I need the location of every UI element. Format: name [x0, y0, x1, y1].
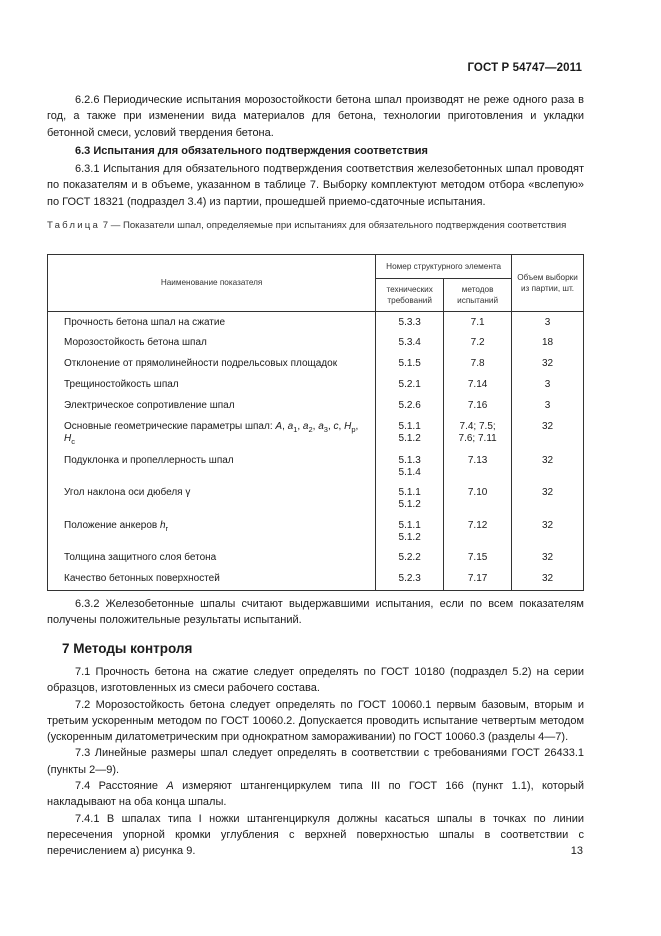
- table-row: [48, 312, 584, 333]
- row-sample: 18: [512, 332, 584, 352]
- paragraph-6-3-2: [47, 596, 584, 629]
- row-name: Угол наклона оси дюбеля γ: [48, 482, 376, 515]
- row-methods: 7.16: [444, 395, 512, 416]
- table-row: [48, 374, 584, 395]
- row-name: Прочность бетона шпал на сжатие: [48, 312, 376, 333]
- row-name-anchors: [48, 515, 376, 548]
- row-sample: 32: [512, 482, 584, 515]
- row-tech-2: 5.1.2: [398, 499, 421, 511]
- table-row: [48, 332, 584, 352]
- row-tech: [376, 416, 444, 450]
- row-methods: 7.10: [444, 482, 512, 515]
- row-name: Электрическое сопротивление шпал: [48, 395, 376, 416]
- paragraph-7-4-end: измеряют штангенциркулем типа III по ГОСТ 166 (пункт 1.1), который накладывают на оба конца шпалы.: [47, 780, 584, 809]
- row-name: Толщина защитного слоя бетона: [48, 547, 376, 568]
- table-caption-prefix: Таблица: [47, 220, 101, 231]
- subscript-2: 2: [308, 424, 313, 434]
- paragraph-7-4-1: 7.4.1 В шпалах типа I ножки штангенциркуля должны касаться шпалы в точках по линии пересечения упорной кромки углубления с верхней поверхностью шпалы в соответствии с перечислением а) рисунка 9.: [47, 812, 584, 858]
- row-name: Отклонение от прямолинейности подрельсовых площадок: [48, 353, 376, 374]
- row-tech: 5.3.4: [376, 332, 444, 352]
- paragraph-6-2-6-text: 6.2.6 Периодические испытания морозостойкости бетона шпал производят не реже одного раза в год, а также при изменении вида материалов для бетона, технологии приготовления и укладки бетонной смеси, условий твердения бетона.: [47, 94, 584, 139]
- row-methods: 7.1: [444, 312, 512, 333]
- subscript-c: с: [71, 436, 75, 446]
- row-tech-2: 5.1.2: [398, 532, 421, 544]
- row-tech: 5.3.3: [376, 312, 444, 333]
- header-sample-size: Объем выборки из партии, шт.: [512, 255, 584, 312]
- section-7-body: [47, 664, 584, 860]
- row-tech: [376, 515, 444, 548]
- row-methods-1: 7.4; 7.5;: [459, 420, 496, 432]
- paragraph-6-3-1-text: 6.3.1 Испытания для обязательного подтверждения соответствия железобетонных шпал проводят по показателям и в объеме, указанном в таблице 7. Выборку комплектуют методом отбора «вслепую» по ГОСТ 18321 (подраздел 3.4) из партии, прошедшей приемо-сдаточные испытания.: [47, 163, 584, 208]
- subscript-3: 3: [323, 424, 328, 434]
- row-tech-1: 5.1.3: [398, 454, 421, 466]
- row-sample: 32: [512, 515, 584, 548]
- subscript-g: г: [165, 523, 169, 533]
- table-row: [48, 353, 584, 374]
- row-tech: [376, 450, 444, 483]
- table-caption-text: 7 — Показатели шпал, определяемые при испытаниях для обязательного подтверждения соответствия: [102, 220, 567, 231]
- symbol-H: H: [64, 432, 72, 444]
- section-heading-7: 7 Методы контроля: [62, 641, 193, 656]
- standard-header: ГОСТ Р 54747—2011: [467, 62, 582, 74]
- row-sample: 32: [512, 450, 584, 483]
- paragraph-6-2-6: [47, 92, 584, 141]
- row-tech-2: 5.1.4: [398, 466, 421, 478]
- row-methods: 7.12: [444, 515, 512, 548]
- table-7: [47, 254, 584, 591]
- symbol-a: a: [302, 420, 309, 432]
- row-sample: 3: [512, 395, 584, 416]
- row-tech-1: 5.1.1: [398, 487, 421, 499]
- table-row: [48, 482, 584, 515]
- row-name: Положение анкеров: [64, 519, 158, 531]
- section-heading-6-3: 6.3 Испытания для обязательного подтверждения соответствия: [75, 145, 428, 157]
- row-methods-2: 7.6; 7.11: [458, 432, 497, 444]
- row-sample: 32: [512, 547, 584, 568]
- row-tech: 5.2.2: [376, 547, 444, 568]
- header-tech-requirements: технических требований: [376, 279, 444, 312]
- row-name-geometry: Основные геометрические параметры шпал: A, $a_1$, $a_2$, $a_3$, c, $H_р$, $H_с$: [48, 416, 376, 450]
- table-row: [48, 416, 584, 450]
- row-tech: 5.2.6: [376, 395, 444, 416]
- page-number: 13: [570, 845, 583, 857]
- row-methods: 7.2: [444, 332, 512, 352]
- table-row: [48, 568, 584, 590]
- row-methods: 7.13: [444, 450, 512, 483]
- row-tech-1: 5.1.1: [398, 519, 421, 531]
- row-sample: 32: [512, 353, 584, 374]
- row-tech-2: 5.1.2: [398, 432, 421, 444]
- symbol-a: a: [287, 420, 294, 432]
- row-tech: [376, 482, 444, 515]
- row-methods: 7.14: [444, 374, 512, 395]
- table-caption: [47, 220, 584, 233]
- paragraph-7-4: [47, 778, 584, 811]
- subscript-1: 1: [293, 424, 298, 434]
- header-test-methods: методов испытаний: [444, 279, 512, 312]
- header-indicator-name: Наименование показателя: [48, 255, 376, 312]
- row-sample: 3: [512, 312, 584, 333]
- row-methods: 7.17: [444, 568, 512, 590]
- row-name: Качество бетонных поверхностей: [48, 568, 376, 590]
- row-tech: 5.1.5: [376, 353, 444, 374]
- header-structural-element: Номер структурного элемента: [376, 255, 512, 279]
- paragraph-7-3: 7.3 Линейные размеры шпал следует определять в соответствии с требованиями ГОСТ 26433.1 (пункты 2—9).: [47, 747, 584, 776]
- table-row: [48, 450, 584, 483]
- row-name: Трещиностойкость шпал: [48, 374, 376, 395]
- table-row: [48, 515, 584, 548]
- subscript-p: р: [351, 424, 356, 434]
- symbol-A: A: [275, 420, 283, 432]
- paragraph-6-3-2-text: 6.3.2 Железобетонные шпалы считают выдержавшими испытания, если по всем показателям получены положительные результаты испытаний.: [47, 598, 584, 627]
- row-methods: [444, 416, 512, 450]
- row-methods: 7.8: [444, 353, 512, 374]
- symbol-A: A: [166, 780, 174, 793]
- symbol-H: H: [344, 420, 352, 432]
- row-tech: 5.2.3: [376, 568, 444, 590]
- row-tech-1: 5.1.1: [398, 420, 421, 432]
- row-sample: 32: [512, 568, 584, 590]
- row-name: Основные геометрические параметры шпал:: [64, 420, 273, 432]
- symbol-h: h: [159, 519, 166, 531]
- row-methods: 7.15: [444, 547, 512, 568]
- symbol-a: a: [318, 420, 324, 432]
- symbol-c: c: [333, 420, 339, 432]
- table-row: [48, 547, 584, 568]
- paragraph-6-3-1: [47, 161, 584, 210]
- paragraph-7-4-start: 7.4 Расстояние: [75, 780, 159, 793]
- row-sample: 32: [512, 416, 584, 450]
- row-sample: 3: [512, 374, 584, 395]
- paragraph-7-2: 7.2 Морозостойкость бетона следует определять по ГОСТ 10060.1 первым базовым, вторым и третьим ускоренным методом по ГОСТ 10060.2. Допускается проводить испытание четвертым методом (ускоренным дилатометрическим при однократном замораживании) по ГОСТ 10060.3 (разделы 4—7).: [47, 698, 584, 744]
- row-name: Морозостойкость бетона шпал: [48, 332, 376, 352]
- table-row: [48, 395, 584, 416]
- row-name: Подуклонка и пропеллерность шпал: [48, 450, 376, 483]
- row-tech: 5.2.1: [376, 374, 444, 395]
- paragraph-7-1: 7.1 Прочность бетона на сжатие следует определять по ГОСТ 10180 (подраздел 5.2) на серии образцов, изготовленных из смеси рабочего состава.: [47, 666, 584, 695]
